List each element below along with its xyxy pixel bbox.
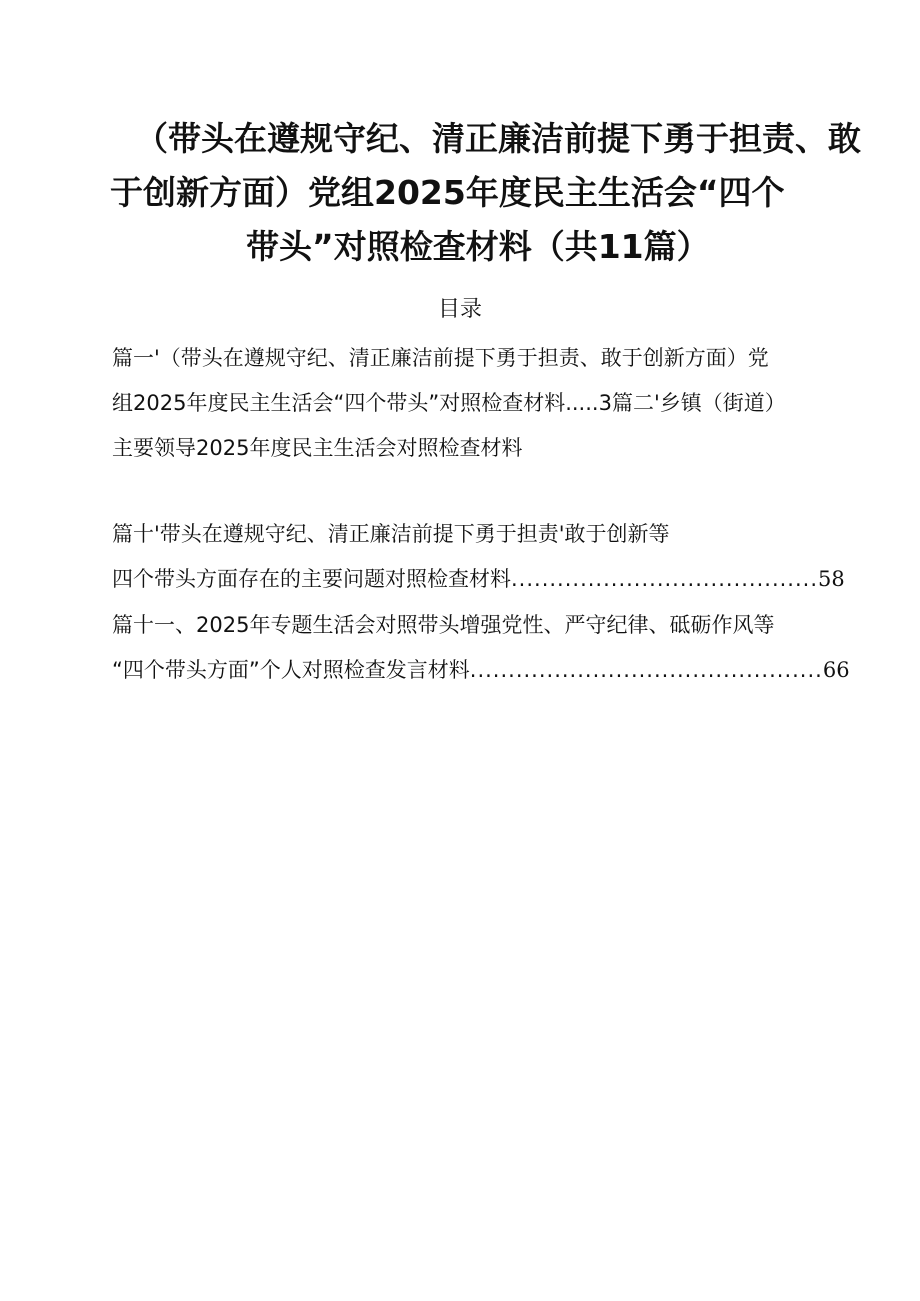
toc-entry-10-line-2 xyxy=(112,557,852,602)
toc-entry-10[interactable] xyxy=(112,512,852,602)
title-line-1: （带头在遵规守纪、清正廉洁前提下勇于担责、敢 xyxy=(135,119,861,158)
toc-entry-1[interactable] xyxy=(112,336,852,471)
toc-entry-11-leader: .............................................. xyxy=(469,658,823,682)
toc-entry-10-line-1: 篇十'带头在遵规守纪、清正廉洁前提下勇于担责'敢于创新等 xyxy=(112,522,670,546)
document-title xyxy=(110,112,870,274)
toc-heading: 目录 xyxy=(437,297,482,322)
toc-entry-11-line-1: 篇十一、2025年专题生活会对照带头增强党性、严守纪律、砥砺作风等 xyxy=(112,613,775,637)
title-line-2: 于创新方面）党组2025年度民主生活会“四个 xyxy=(110,173,785,212)
toc-entry-11-text: “四个带头方面”个人对照检查发言材料 xyxy=(112,658,470,682)
toc-entry-1-line-1: 篇一'（带头在遵规守纪、清正廉洁前提下勇于担责、敢于创新方面）党 xyxy=(112,346,769,370)
toc-entry-11-line-2 xyxy=(112,648,852,693)
toc-entry-1-line-2: 组2025年度民主生活会“四个带头”对照检查材料.....3篇二'乡镇（街道） xyxy=(112,391,786,415)
toc-entry-10-leader: ........................................ xyxy=(511,567,819,591)
title-line-3: 带头”对照检查材料（共11篇） xyxy=(246,227,710,266)
toc-entry-10-page: 58 xyxy=(818,567,845,591)
toc-entry-1-line-3: 主要领导2025年度民主生活会对照检查材料 xyxy=(112,436,523,460)
toc-entry-10-text: 四个带头方面存在的主要问题对照检查材料 xyxy=(112,567,511,591)
toc-entry-11[interactable] xyxy=(112,603,852,693)
toc-entry-11-page: 66 xyxy=(822,658,850,682)
